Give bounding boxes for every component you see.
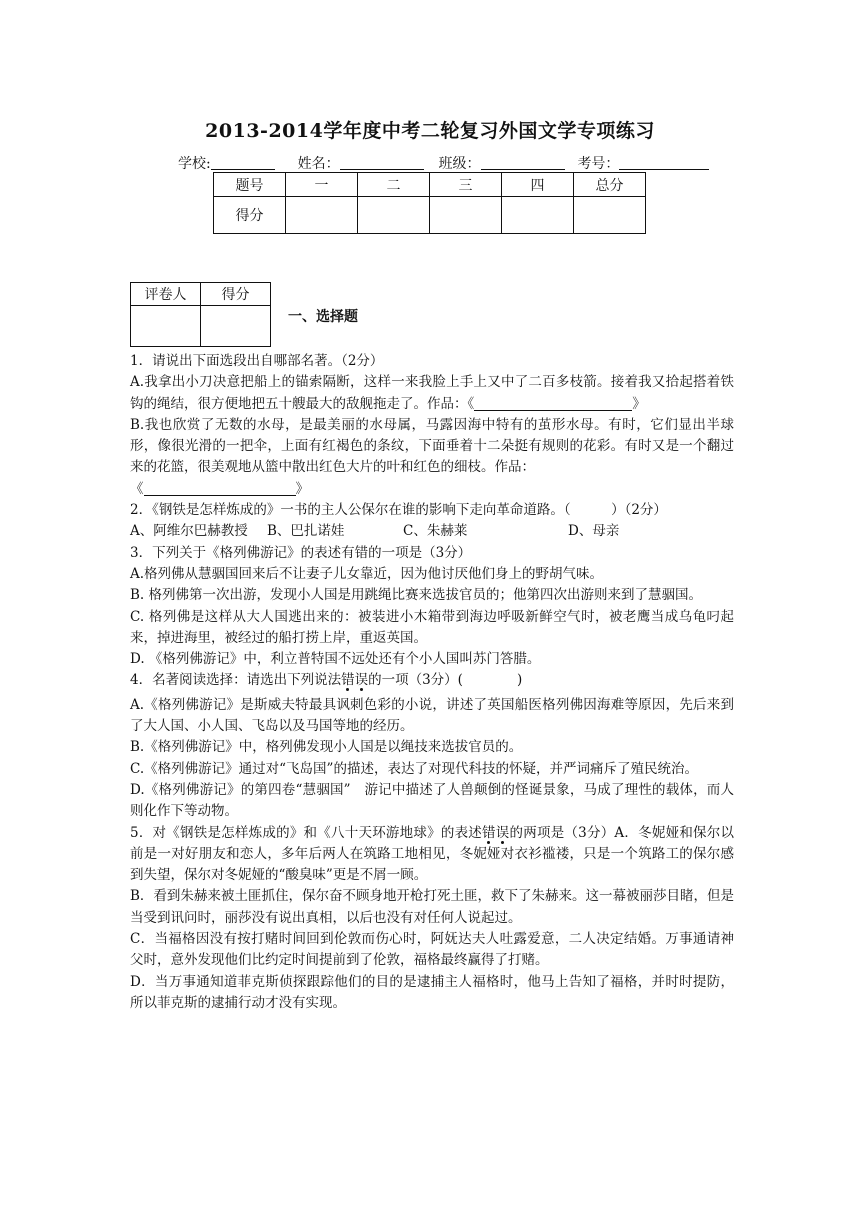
question-5-stem: 5．对《钢铁是怎样炼成的》和《八十天环游地球》的表述错误的两项是（3分）A．冬妮娅和保尔以前是一对好朋友和恋人，多年后两人在筑路工地相见，冬妮娅对衣衫褴褛，只是一个筑路工的保尔感到失望，保尔对冬妮娅的“酸臭味”更是不屑一顾。 [130, 824, 735, 884]
name-blank[interactable] [340, 155, 424, 170]
score-table-header-row [214, 173, 646, 197]
grader-cell[interactable] [131, 306, 201, 347]
score-header-cell: 题号 [214, 173, 286, 197]
score-cell[interactable] [286, 197, 358, 234]
school-label: 学校: [178, 156, 211, 172]
score-row-label: 得分 [214, 197, 286, 234]
question-5-option-d[interactable]: D．当万事通知道菲克斯侦探跟踪他们的目的是逮捕主人福格时，他马上告知了福格，并时时提防，所以菲克斯的逮捕行动才没有实现。 [130, 973, 734, 1011]
question-4-stem: 4．名著阅读选择：请选出下列说法错误的一项（3分）( ) [130, 672, 523, 689]
score-table [213, 172, 646, 234]
section-title: 一、选择题 [288, 309, 358, 325]
page-title: 2013-2014学年度中考二轮复习外国文学专项练习 [205, 120, 655, 142]
grader-score-cell[interactable] [201, 306, 271, 347]
grader-table [130, 282, 271, 347]
option[interactable]: B、巴扎诺娃 [267, 523, 345, 540]
questions-body [130, 351, 734, 1014]
question-1-stem: 1．请说出下面选段出自哪部名著。（2分） [130, 353, 384, 369]
question-4-option-d[interactable]: D.《格列佛游记》的第四卷“慧骃国” 游记中描述了人兽颠倒的怪诞景象，马成了理性的载体，而人则化作下等动物。 [130, 781, 734, 820]
score-header-cell: 二 [358, 173, 430, 197]
option[interactable]: D、母亲 [568, 523, 620, 540]
question-2-stem: 2．《钢铁是怎样炼成的》一书的主人公保尔在谁的影响下走向革命道路。（ ）（2分） [130, 502, 667, 519]
class-blank[interactable] [481, 155, 565, 170]
class-label: 班级： [438, 156, 481, 172]
grader-table-body-row [131, 306, 271, 347]
question-5-option-c[interactable]: C．当福格因没有按打赌时间回到伦敦而伤心时，阿妩达夫人吐露爱意，二人决定结婚。万事通请神父时，意外发现他们比约定时间提前到了伦敦，福格最终赢得了打赌。 [130, 931, 734, 969]
question-3-option-b[interactable]: B. 格列佛第一次出游，发现小人国是用跳绳比赛来选拔官员的；他第四次出游则来到了慧骃国。 [130, 587, 703, 604]
name-label: 姓名： [297, 156, 340, 172]
score-cell[interactable] [574, 197, 646, 234]
grader-header-cell: 得分 [201, 283, 271, 306]
score-header-cell: 总分 [574, 173, 646, 197]
question-4-option-a[interactable]: A.《格列佛游记》是斯威夫特最具讽刺色彩的小说，讲述了英国船医格列佛因海难等原因，先后来到了大人国、小人国、飞岛以及马国等地的经历。 [130, 696, 734, 735]
exam-no-label: 考号： [577, 156, 620, 172]
question-3-option-c[interactable]: C. 格列佛是这样从大人国逃出来的：被装进小木箱带到海边呼吸新鲜空气时，被老鹰当成乌龟叼起来，掉进海里，被经过的船打捞上岸，重返英国。 [130, 608, 734, 646]
answer-blank[interactable] [144, 481, 296, 496]
question-1-option-a: A.我拿出小刀决意把船上的锚索隔断，这样一来我脸上手上又中了二百多枝箭。接着我又拾起搭着铁钩的绳结，很方便地把五十艘最大的敌舰拖走了。作品：《 》 [130, 374, 734, 412]
answer-blank[interactable] [474, 396, 632, 411]
question-3-option-d[interactable]: D. 《格列佛游记》中，利立普特国不远处还有个小人国叫苏门答腊。 [130, 651, 541, 668]
score-header-cell: 三 [430, 173, 502, 197]
question-4-option-c[interactable]: C.《格列佛游记》通过对“飞岛国”的描述，表达了对现代科技的怀疑，并严词痛斥了殖民统治。 [130, 760, 698, 777]
option[interactable]: C、朱赫莱 [403, 523, 468, 540]
question-5-option-b[interactable]: B．看到朱赫来被土匪抓住，保尔奋不顾身地开枪打死土匪，救下了朱赫来。这一幕被丽莎目睹，但是当受到讯问时，丽莎没有说出真相，以后也没有对任何人说起过。 [130, 888, 734, 926]
score-cell[interactable] [502, 197, 574, 234]
question-2-options [130, 521, 734, 542]
question-1-option-b: B.我也欣赏了无数的水母，是最美丽的水母属，马露因海中特有的茧形水母。有时，它们显出半球形，像很光滑的一把伞，上面有红褐色的条纹，下面垂着十二朵挺有规则的花彩。有时又是一个翻过来的花篮，很美观地从篮中散出红色大片的叶和红色的细枝。作品： 《 》 [130, 416, 734, 497]
grader-table-header-row [131, 283, 271, 306]
grader-header-cell: 评卷人 [131, 283, 201, 306]
question-3-option-a[interactable]: A.格列佛从慧骃国回来后不让妻子儿女靠近，因为他讨厌他们身上的野胡气味。 [130, 565, 604, 582]
score-header-cell: 四 [502, 173, 574, 197]
score-header-cell: 一 [286, 173, 358, 197]
exam-no-blank[interactable] [619, 155, 709, 170]
student-info-line [178, 153, 709, 173]
option[interactable]: A、阿维尔巴赫教授 [130, 523, 248, 540]
school-blank[interactable] [211, 155, 275, 170]
score-cell[interactable] [430, 197, 502, 234]
question-3-stem: 3．下列关于《格列佛游记》的表述有错的一项是（3分） [130, 544, 472, 561]
score-cell[interactable] [358, 197, 430, 234]
score-table-score-row [214, 197, 646, 234]
question-4-option-b[interactable]: B.《格列佛游记》中，格列佛发现小人国是以绳技来选拔官员的。 [130, 739, 523, 756]
